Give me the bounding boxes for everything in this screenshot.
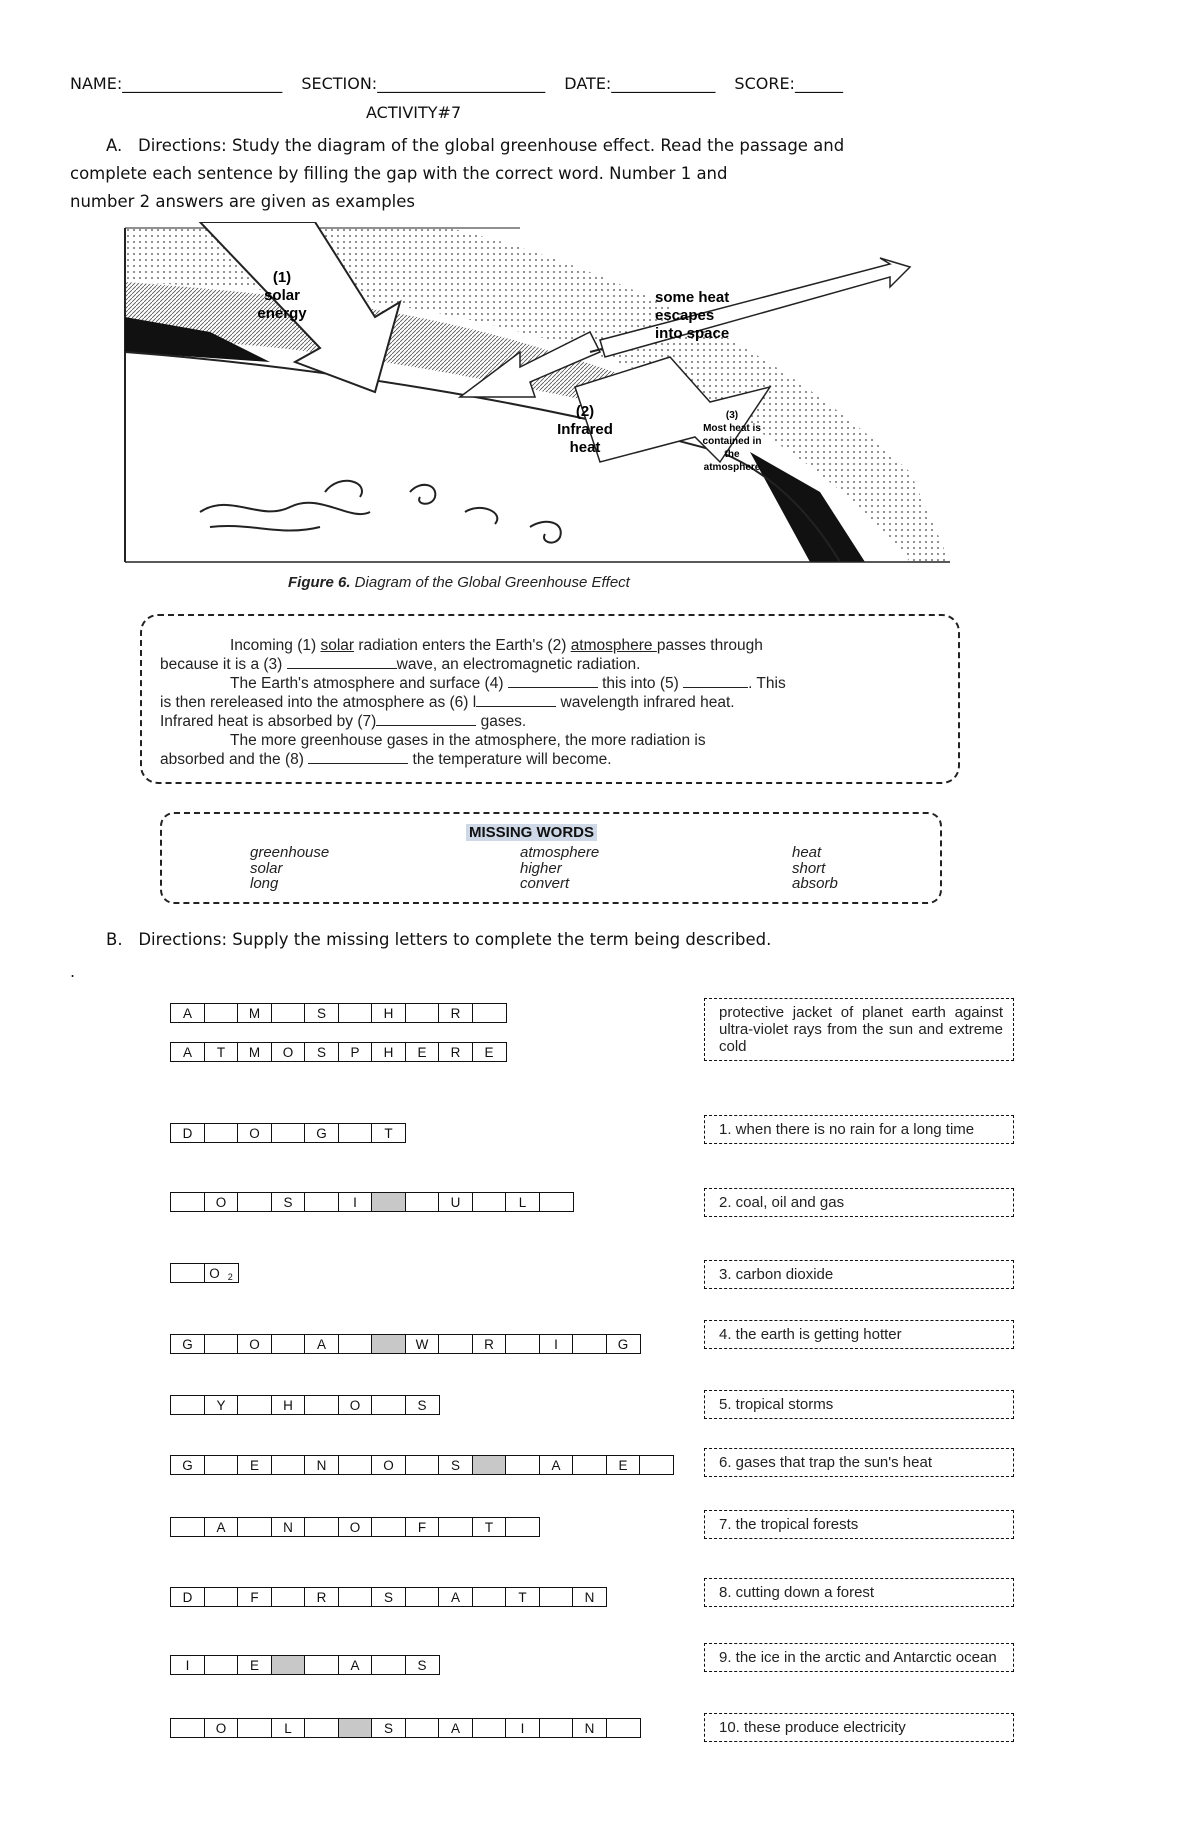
word-puzzle-row-6 — [170, 1455, 673, 1477]
empty-letter-cell[interactable] — [505, 1517, 540, 1537]
empty-letter-cell[interactable] — [304, 1655, 339, 1675]
letter-cell: A — [170, 1003, 205, 1023]
empty-letter-cell[interactable] — [204, 1123, 239, 1143]
letter-cell: D — [170, 1587, 205, 1607]
letter-cell: G — [170, 1334, 205, 1354]
missing-word: long — [250, 875, 279, 892]
letter-cell: I — [170, 1655, 205, 1675]
shaded-cell — [271, 1655, 306, 1675]
shaded-cell — [371, 1192, 406, 1212]
blank-4[interactable] — [508, 675, 598, 688]
directions-line3: number 2 answers are given as examples — [70, 192, 415, 211]
empty-letter-cell[interactable] — [237, 1395, 272, 1415]
shaded-cell — [338, 1718, 373, 1738]
empty-letter-cell[interactable] — [539, 1192, 574, 1212]
letter-cell: E — [606, 1455, 641, 1475]
missing-word: heat — [792, 844, 822, 861]
empty-letter-cell[interactable] — [237, 1517, 272, 1537]
example-partial-word — [170, 1003, 505, 1025]
letter-cell: S — [371, 1718, 406, 1738]
empty-letter-cell[interactable] — [371, 1517, 406, 1537]
letter-cell: P — [338, 1042, 373, 1062]
label-solar-2: energy — [257, 305, 307, 322]
clue-4: 4. the earth is getting hotter — [704, 1320, 1014, 1349]
letter-cell: O — [338, 1395, 373, 1415]
passage-text: because it is a (3) — [160, 656, 287, 673]
clue-7: 7. the tropical forests — [704, 1510, 1014, 1539]
clue-10: 10. these produce electricity — [704, 1713, 1014, 1742]
blank-6[interactable] — [476, 694, 556, 707]
letter-cell: N — [304, 1455, 339, 1475]
passage-text: The Earth's atmosphere and surface (4) — [230, 675, 508, 692]
empty-letter-cell[interactable] — [170, 1263, 205, 1283]
empty-letter-cell[interactable] — [170, 1517, 205, 1537]
letter-cell: N — [572, 1718, 607, 1738]
empty-letter-cell[interactable] — [505, 1455, 540, 1475]
clue-9: 9. the ice in the arctic and Antarctic ocean — [704, 1643, 1014, 1672]
word-puzzle-row-1 — [170, 1123, 405, 1145]
letter-cell: Y — [204, 1395, 239, 1415]
letter-cell: A — [539, 1455, 574, 1475]
letter-cell: A — [204, 1517, 239, 1537]
label-solar-1: solar — [264, 287, 300, 304]
letter-cell: O — [338, 1517, 373, 1537]
header-fields — [70, 74, 857, 93]
passage-text: wave, an electromagnetic radiation. — [396, 656, 641, 673]
missing-word: convert — [520, 875, 570, 892]
missing-word: greenhouse — [250, 844, 330, 861]
empty-letter-cell[interactable] — [606, 1718, 641, 1738]
empty-letter-cell[interactable] — [472, 1003, 507, 1023]
letter-cell: U — [438, 1192, 473, 1212]
label-infrared-2: heat — [569, 439, 601, 456]
letter-cell: A — [170, 1042, 205, 1062]
empty-letter-cell[interactable] — [204, 1587, 239, 1607]
label-infrared-num: (2) — [575, 403, 595, 420]
word-puzzle-row-7 — [170, 1517, 539, 1539]
clue-1: 1. when there is no rain for a long time — [704, 1115, 1014, 1144]
letter-cell: E — [472, 1042, 507, 1062]
blank-3[interactable] — [287, 656, 397, 669]
letter-cell: D — [170, 1123, 205, 1143]
letter-cell: O $_2$ — [204, 1263, 239, 1283]
word-puzzle-row-4 — [170, 1334, 639, 1356]
letter-cell: H — [271, 1395, 306, 1415]
empty-letter-cell[interactable] — [639, 1455, 674, 1475]
letter-cell: R — [438, 1003, 473, 1023]
label-retained-3: the — [724, 449, 740, 460]
empty-letter-cell[interactable] — [338, 1003, 373, 1023]
empty-letter-cell[interactable] — [271, 1587, 306, 1607]
empty-letter-cell[interactable] — [371, 1655, 406, 1675]
clue-3: 3. carbon dioxide — [704, 1260, 1014, 1289]
empty-letter-cell[interactable] — [539, 1587, 574, 1607]
clue-5: 5. tropical storms — [704, 1390, 1014, 1419]
letter-cell: A — [438, 1587, 473, 1607]
letter-cell: T — [371, 1123, 406, 1143]
clue-6: 6. gases that trap the sun's heat — [704, 1448, 1014, 1477]
letter-cell: O — [237, 1334, 272, 1354]
blank-7[interactable] — [376, 713, 476, 726]
passage-text: is then rereleased into the atmosphere as (6) l — [160, 694, 477, 711]
label-retained-1: Most heat is — [703, 423, 761, 434]
label-infrared-1: Infrared — [557, 421, 613, 438]
empty-letter-cell[interactable] — [472, 1718, 507, 1738]
letter-cell: S — [271, 1192, 306, 1212]
letter-cell: G — [170, 1455, 205, 1475]
empty-letter-cell[interactable] — [170, 1395, 205, 1415]
label-escape-1: some heat — [655, 289, 730, 306]
letter-cell: A — [438, 1718, 473, 1738]
passage-text: the temperature will become. — [408, 751, 612, 768]
directions-line1: Directions: Study the diagram of the global greenhouse effect. Read the passage and — [138, 136, 845, 155]
letter-cell: T — [505, 1587, 540, 1607]
letter-cell: I — [338, 1192, 373, 1212]
letter-cell: S — [304, 1042, 339, 1062]
section-field[interactable]: SECTION:_____________________ — [301, 74, 546, 93]
empty-letter-cell[interactable] — [405, 1003, 440, 1023]
empty-letter-cell[interactable] — [271, 1003, 306, 1023]
letter-cell: H — [371, 1042, 406, 1062]
letter-cell: M — [237, 1042, 272, 1062]
empty-letter-cell[interactable] — [237, 1718, 272, 1738]
passage-text: The more greenhouse gases in the atmosphere, the more radiation is — [230, 732, 706, 749]
letter-cell: H — [371, 1003, 406, 1023]
section-b-label: B. — [106, 930, 123, 949]
letter-cell: S — [438, 1455, 473, 1475]
passage-text: wavelength infrared heat. — [556, 694, 735, 711]
missing-word: short — [792, 859, 826, 877]
letter-cell: G — [304, 1123, 339, 1143]
empty-letter-cell[interactable] — [472, 1192, 507, 1212]
passage-text: radiation enters the Earth's (2) — [354, 637, 571, 654]
empty-letter-cell[interactable] — [304, 1395, 339, 1415]
missing-word: atmosphere — [520, 844, 600, 861]
word-puzzle-row-3 — [170, 1263, 237, 1285]
example-clue: protective jacket of planet earth against ultra-violet rays from the sun and extreme cold — [704, 998, 1014, 1061]
letter-cell: N — [572, 1587, 607, 1607]
label-escape-3: into space — [655, 325, 730, 342]
empty-letter-cell[interactable] — [338, 1334, 373, 1354]
letter-cell: I — [505, 1718, 540, 1738]
greenhouse-diagram — [120, 222, 960, 572]
passage-text: gases. — [476, 713, 527, 730]
activity-title: ACTIVITY#7 — [366, 103, 462, 122]
caption-figure-number: Figure 6. — [288, 574, 351, 591]
letter-cell: R — [438, 1042, 473, 1062]
passage-text: . This — [748, 675, 786, 692]
missing-words-col3 — [792, 845, 838, 892]
empty-letter-cell[interactable] — [438, 1334, 473, 1354]
section-b-text: Directions: Supply the missing letters to complete the term being described. — [138, 930, 772, 949]
empty-letter-cell[interactable] — [572, 1455, 607, 1475]
empty-letter-cell[interactable] — [539, 1718, 574, 1738]
empty-letter-cell[interactable] — [338, 1123, 373, 1143]
letter-cell: L — [505, 1192, 540, 1212]
letter-cell: S — [304, 1003, 339, 1023]
word-puzzle-row-9 — [170, 1655, 438, 1677]
passage-text: this into (5) — [597, 675, 684, 692]
letter-cell: A — [304, 1334, 339, 1354]
empty-letter-cell[interactable] — [572, 1334, 607, 1354]
empty-letter-cell[interactable] — [338, 1587, 373, 1607]
answer-2: atmosphere — [570, 637, 657, 654]
letter-cell: W — [405, 1334, 440, 1354]
name-field[interactable]: NAME:____________________ — [70, 74, 283, 93]
label-retained-4: atmosphere — [703, 462, 761, 473]
empty-letter-cell[interactable] — [405, 1718, 440, 1738]
empty-letter-cell[interactable] — [304, 1718, 339, 1738]
clue-2: 2. coal, oil and gas — [704, 1188, 1014, 1217]
empty-letter-cell[interactable] — [204, 1003, 239, 1023]
letter-cell: R — [304, 1587, 339, 1607]
section-a-directions — [70, 132, 970, 216]
directions-line2: complete each sentence by filling the gap with the correct word. Number 1 and — [70, 164, 728, 183]
label-escape-2: escapes — [655, 307, 715, 324]
empty-letter-cell[interactable] — [271, 1334, 306, 1354]
clue-8: 8. cutting down a forest — [704, 1578, 1014, 1607]
word-puzzle-row-5 — [170, 1395, 438, 1417]
letter-cell: O — [271, 1042, 306, 1062]
empty-letter-cell[interactable] — [170, 1718, 205, 1738]
passage-text: passes through — [656, 637, 763, 654]
passage-text: Infrared heat is absorbed by (7) — [160, 713, 377, 730]
section-b-directions — [106, 930, 771, 949]
letter-cell: N — [271, 1517, 306, 1537]
shaded-cell — [371, 1334, 406, 1354]
letter-cell: S — [405, 1655, 440, 1675]
missing-word: absorb — [792, 875, 838, 892]
empty-letter-cell[interactable] — [371, 1395, 406, 1415]
empty-letter-cell[interactable] — [237, 1192, 272, 1212]
empty-letter-cell[interactable] — [304, 1192, 339, 1212]
letter-cell: E — [237, 1455, 272, 1475]
letter-cell: E — [405, 1042, 440, 1062]
empty-letter-cell[interactable] — [304, 1517, 339, 1537]
missing-word: solar — [250, 859, 283, 877]
missing-words-col1 — [250, 845, 329, 892]
passage-text: Incoming (1) — [230, 637, 321, 654]
empty-letter-cell[interactable] — [170, 1192, 205, 1212]
letter-cell: L — [271, 1718, 306, 1738]
score-field[interactable]: SCORE:______ — [734, 74, 843, 93]
empty-letter-cell[interactable] — [204, 1334, 239, 1354]
empty-letter-cell[interactable] — [472, 1587, 507, 1607]
stray-dot: . — [70, 962, 76, 981]
word-puzzle-row-2 — [170, 1192, 572, 1214]
letter-cell: R — [472, 1334, 507, 1354]
letter-cell: F — [405, 1517, 440, 1537]
empty-letter-cell[interactable] — [204, 1455, 239, 1475]
empty-letter-cell[interactable] — [405, 1455, 440, 1475]
missing-words-col2 — [520, 845, 599, 892]
letter-cell: G — [606, 1334, 641, 1354]
missing-word: higher — [520, 859, 562, 877]
letter-cell: S — [405, 1395, 440, 1415]
letter-cell: A — [338, 1655, 373, 1675]
diagram-caption — [288, 574, 630, 591]
passage — [160, 636, 940, 769]
label-retained-2: contained in — [702, 436, 762, 447]
letter-cell: E — [237, 1655, 272, 1675]
empty-letter-cell[interactable] — [204, 1655, 239, 1675]
blank-5[interactable] — [683, 675, 748, 688]
example-complete-word — [170, 1042, 505, 1064]
section-a-label: A. — [106, 136, 123, 155]
shaded-cell — [472, 1455, 507, 1475]
empty-letter-cell[interactable] — [338, 1455, 373, 1475]
empty-letter-cell[interactable] — [405, 1192, 440, 1212]
word-puzzle-row-8 — [170, 1587, 606, 1609]
letter-cell: F — [237, 1587, 272, 1607]
co2-subscript: 2 — [227, 1272, 233, 1282]
letter-cell: M — [237, 1003, 272, 1023]
letter-cell: I — [539, 1334, 574, 1354]
empty-letter-cell[interactable] — [271, 1123, 306, 1143]
empty-letter-cell[interactable] — [271, 1455, 306, 1475]
label-retained-num: (3) — [725, 410, 739, 421]
letter-cell: T — [472, 1517, 507, 1537]
letter-cell: O — [204, 1192, 239, 1212]
answer-1: solar — [320, 637, 355, 654]
missing-words-title: MISSING WORDS — [466, 824, 597, 841]
letter-cell: T — [204, 1042, 239, 1062]
letter-cell: O — [237, 1123, 272, 1143]
passage-text: absorbed and the (8) — [160, 751, 309, 768]
label-solar-num: (1) — [272, 269, 292, 286]
blank-8[interactable] — [308, 751, 408, 764]
word-puzzle-row-10 — [170, 1718, 639, 1740]
empty-letter-cell[interactable] — [438, 1517, 473, 1537]
empty-letter-cell[interactable] — [405, 1587, 440, 1607]
letter-cell: O — [204, 1718, 239, 1738]
date-field[interactable]: DATE:_____________ — [564, 74, 716, 93]
empty-letter-cell[interactable] — [505, 1334, 540, 1354]
letter-cell: S — [371, 1587, 406, 1607]
letter-cell: O — [371, 1455, 406, 1475]
caption-text: Diagram of the Global Greenhouse Effect — [350, 574, 630, 591]
